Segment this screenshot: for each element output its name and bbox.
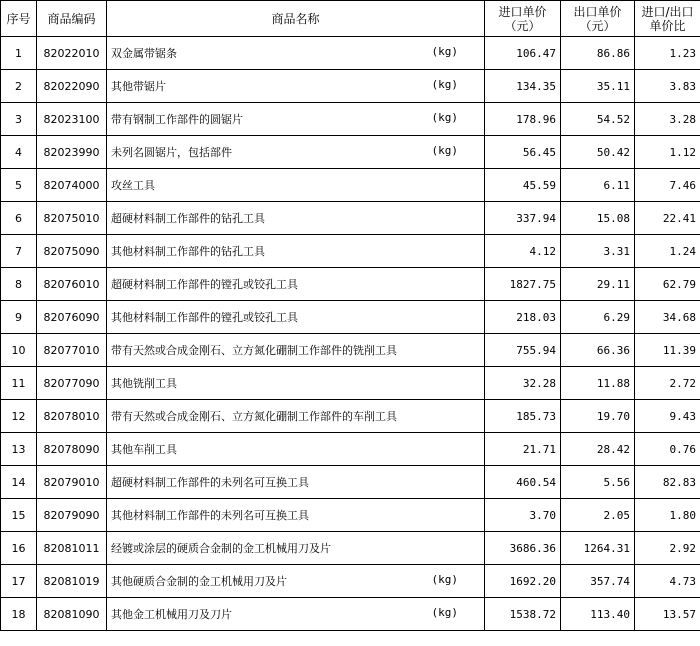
cell-export-price: 1264.31 [561,532,635,565]
cell-code: 82076010 [37,268,107,301]
cell-index: 16 [1,532,37,565]
cell-name [107,103,485,136]
cell-index: 18 [1,598,37,631]
cell-ratio: 1.12 [635,136,700,169]
cell-name-text: 其他材料制工作部件的钻孔工具 [111,245,265,258]
table-row [1,466,700,499]
cell-name [107,334,485,367]
table-row [1,202,700,235]
cell-name-text: 经镀或涂层的硬质合金制的金工机械用刀及片 [111,542,331,555]
header-import-price [485,1,561,37]
cell-import-price: 21.71 [485,433,561,466]
cell-ratio: 13.57 [635,598,700,631]
cell-ratio: 3.83 [635,70,700,103]
cell-import-price: 337.94 [485,202,561,235]
cell-export-price: 86.86 [561,37,635,70]
cell-name-text: 其他材料制工作部件的镗孔或铰孔工具 [111,311,298,324]
cell-ratio: 1.80 [635,499,700,532]
cell-export-price: 35.11 [561,70,635,103]
cell-unit: (kg) [431,606,458,619]
header-import-price-line2: （元） [504,18,541,33]
header-index: 序号 [1,1,37,37]
table-row [1,70,700,103]
cell-export-price: 357.74 [561,565,635,598]
cell-index: 5 [1,169,37,202]
cell-index: 17 [1,565,37,598]
cell-name [107,565,485,598]
cell-ratio: 4.73 [635,565,700,598]
cell-code: 82076090 [37,301,107,334]
cell-name-text: 带有钢制工作部件的圆锯片 [111,113,243,126]
cell-name [107,37,485,70]
cell-import-price: 56.45 [485,136,561,169]
table-row [1,301,700,334]
cell-export-price: 15.08 [561,202,635,235]
cell-name-text: 其他车削工具 [111,443,177,456]
cell-name [107,400,485,433]
cell-code: 82022090 [37,70,107,103]
cell-name [107,268,485,301]
cell-export-price: 29.11 [561,268,635,301]
cell-ratio: 62.79 [635,268,700,301]
cell-ratio: 3.28 [635,103,700,136]
cell-unit: (kg) [431,45,458,58]
table-row [1,169,700,202]
header-code: 商品编码 [37,1,107,37]
cell-export-price: 11.88 [561,367,635,400]
cell-import-price: 755.94 [485,334,561,367]
header-name: 商品名称 [107,1,485,37]
cell-name-text: 带有天然或合成金刚石、立方氮化硼制工作部件的铣削工具 [111,344,397,357]
table-row [1,136,700,169]
cell-code: 82078010 [37,400,107,433]
cell-index: 2 [1,70,37,103]
cell-code: 82022010 [37,37,107,70]
cell-index: 9 [1,301,37,334]
cell-code: 82081019 [37,565,107,598]
cell-index: 3 [1,103,37,136]
cell-name-text: 攻丝工具 [111,179,155,192]
cell-ratio: 34.68 [635,301,700,334]
cell-index: 6 [1,202,37,235]
cell-code: 82075010 [37,202,107,235]
cell-ratio: 22.41 [635,202,700,235]
cell-unit: (kg) [431,78,458,91]
cell-ratio: 1.23 [635,37,700,70]
cell-import-price: 4.12 [485,235,561,268]
cell-index: 11 [1,367,37,400]
cell-code: 82081090 [37,598,107,631]
cell-code: 82023100 [37,103,107,136]
cell-index: 15 [1,499,37,532]
cell-name-text: 超硬材料制工作部件的未列名可互换工具 [111,476,309,489]
cell-code: 82081011 [37,532,107,565]
header-ratio-line2: 单价比 [649,18,686,33]
cell-export-price: 2.05 [561,499,635,532]
cell-import-price: 460.54 [485,466,561,499]
cell-name [107,202,485,235]
cell-export-price: 5.56 [561,466,635,499]
cell-import-price: 185.73 [485,400,561,433]
header-row [1,1,700,37]
cell-export-price: 66.36 [561,334,635,367]
table-row [1,598,700,631]
cell-index: 12 [1,400,37,433]
cell-unit: (kg) [431,573,458,586]
cell-index: 13 [1,433,37,466]
cell-import-price: 1538.72 [485,598,561,631]
cell-code: 82023990 [37,136,107,169]
table-row [1,532,700,565]
table-row [1,103,700,136]
cell-name-text: 双金属带锯条 [111,47,177,60]
cell-export-price: 28.42 [561,433,635,466]
cell-ratio: 7.46 [635,169,700,202]
cell-ratio: 9.43 [635,400,700,433]
cell-import-price: 1827.75 [485,268,561,301]
cell-code: 82078090 [37,433,107,466]
cell-name-text: 带有天然或合成金刚石、立方氮化硼制工作部件的车削工具 [111,410,397,423]
cell-name [107,433,485,466]
table-row [1,565,700,598]
cell-import-price: 45.59 [485,169,561,202]
cell-name [107,367,485,400]
cell-ratio: 0.76 [635,433,700,466]
cell-export-price: 50.42 [561,136,635,169]
cell-index: 14 [1,466,37,499]
cell-ratio: 82.83 [635,466,700,499]
table-row [1,499,700,532]
table-row [1,268,700,301]
cell-name-text: 其他硬质合金制的金工机械用刀及片 [111,575,287,588]
cell-name-text: 其他带锯片 [111,80,166,93]
cell-name-text: 其他金工机械用刀及刀片 [111,608,232,621]
header-import-price-line1: 进口单价 [498,4,547,19]
cell-export-price: 6.11 [561,169,635,202]
cell-code: 82077090 [37,367,107,400]
cell-unit: (kg) [431,111,458,124]
cell-name [107,136,485,169]
cell-name [107,499,485,532]
cell-name-text: 未列名圆锯片，包括部件 [111,146,232,159]
cell-name [107,598,485,631]
cell-ratio: 2.72 [635,367,700,400]
cell-index: 8 [1,268,37,301]
header-export-price-line2: （元） [579,18,616,33]
cell-name-text: 其他铣削工具 [111,377,177,390]
cell-import-price: 1692.20 [485,565,561,598]
cell-export-price: 3.31 [561,235,635,268]
cell-ratio: 1.24 [635,235,700,268]
cell-import-price: 218.03 [485,301,561,334]
cell-import-price: 106.47 [485,37,561,70]
cell-name [107,169,485,202]
header-export-price-line1: 出口单价 [573,4,622,19]
cell-import-price: 178.96 [485,103,561,136]
cell-name [107,70,485,103]
header-export-price [561,1,635,37]
cell-export-price: 6.29 [561,301,635,334]
cell-export-price: 19.70 [561,400,635,433]
table-row [1,37,700,70]
cell-name [107,235,485,268]
cell-code: 82074000 [37,169,107,202]
cell-import-price: 134.35 [485,70,561,103]
cell-index: 7 [1,235,37,268]
cell-unit: (kg) [431,144,458,157]
cell-import-price: 3.70 [485,499,561,532]
cell-name [107,466,485,499]
table-row [1,367,700,400]
cell-name [107,532,485,565]
table-row [1,400,700,433]
cell-ratio: 2.92 [635,532,700,565]
cell-index: 4 [1,136,37,169]
table-body [1,37,700,631]
table-row [1,334,700,367]
cell-name-text: 超硬材料制工作部件的钻孔工具 [111,212,265,225]
cell-index: 1 [1,37,37,70]
cell-code: 82077010 [37,334,107,367]
cell-name [107,301,485,334]
cell-ratio: 11.39 [635,334,700,367]
cell-name-text: 超硬材料制工作部件的镗孔或铰孔工具 [111,278,298,291]
cell-code: 82075090 [37,235,107,268]
cell-export-price: 54.52 [561,103,635,136]
header-ratio-line1: 进口/出口 [641,4,694,19]
cell-import-price: 32.28 [485,367,561,400]
cell-index: 10 [1,334,37,367]
cell-code: 82079010 [37,466,107,499]
cell-name-text: 其他材料制工作部件的未列名可互换工具 [111,509,309,522]
cell-code: 82079090 [37,499,107,532]
header-ratio [635,1,700,37]
table-row [1,235,700,268]
table-row [1,433,700,466]
cell-export-price: 113.40 [561,598,635,631]
cell-import-price: 3686.36 [485,532,561,565]
